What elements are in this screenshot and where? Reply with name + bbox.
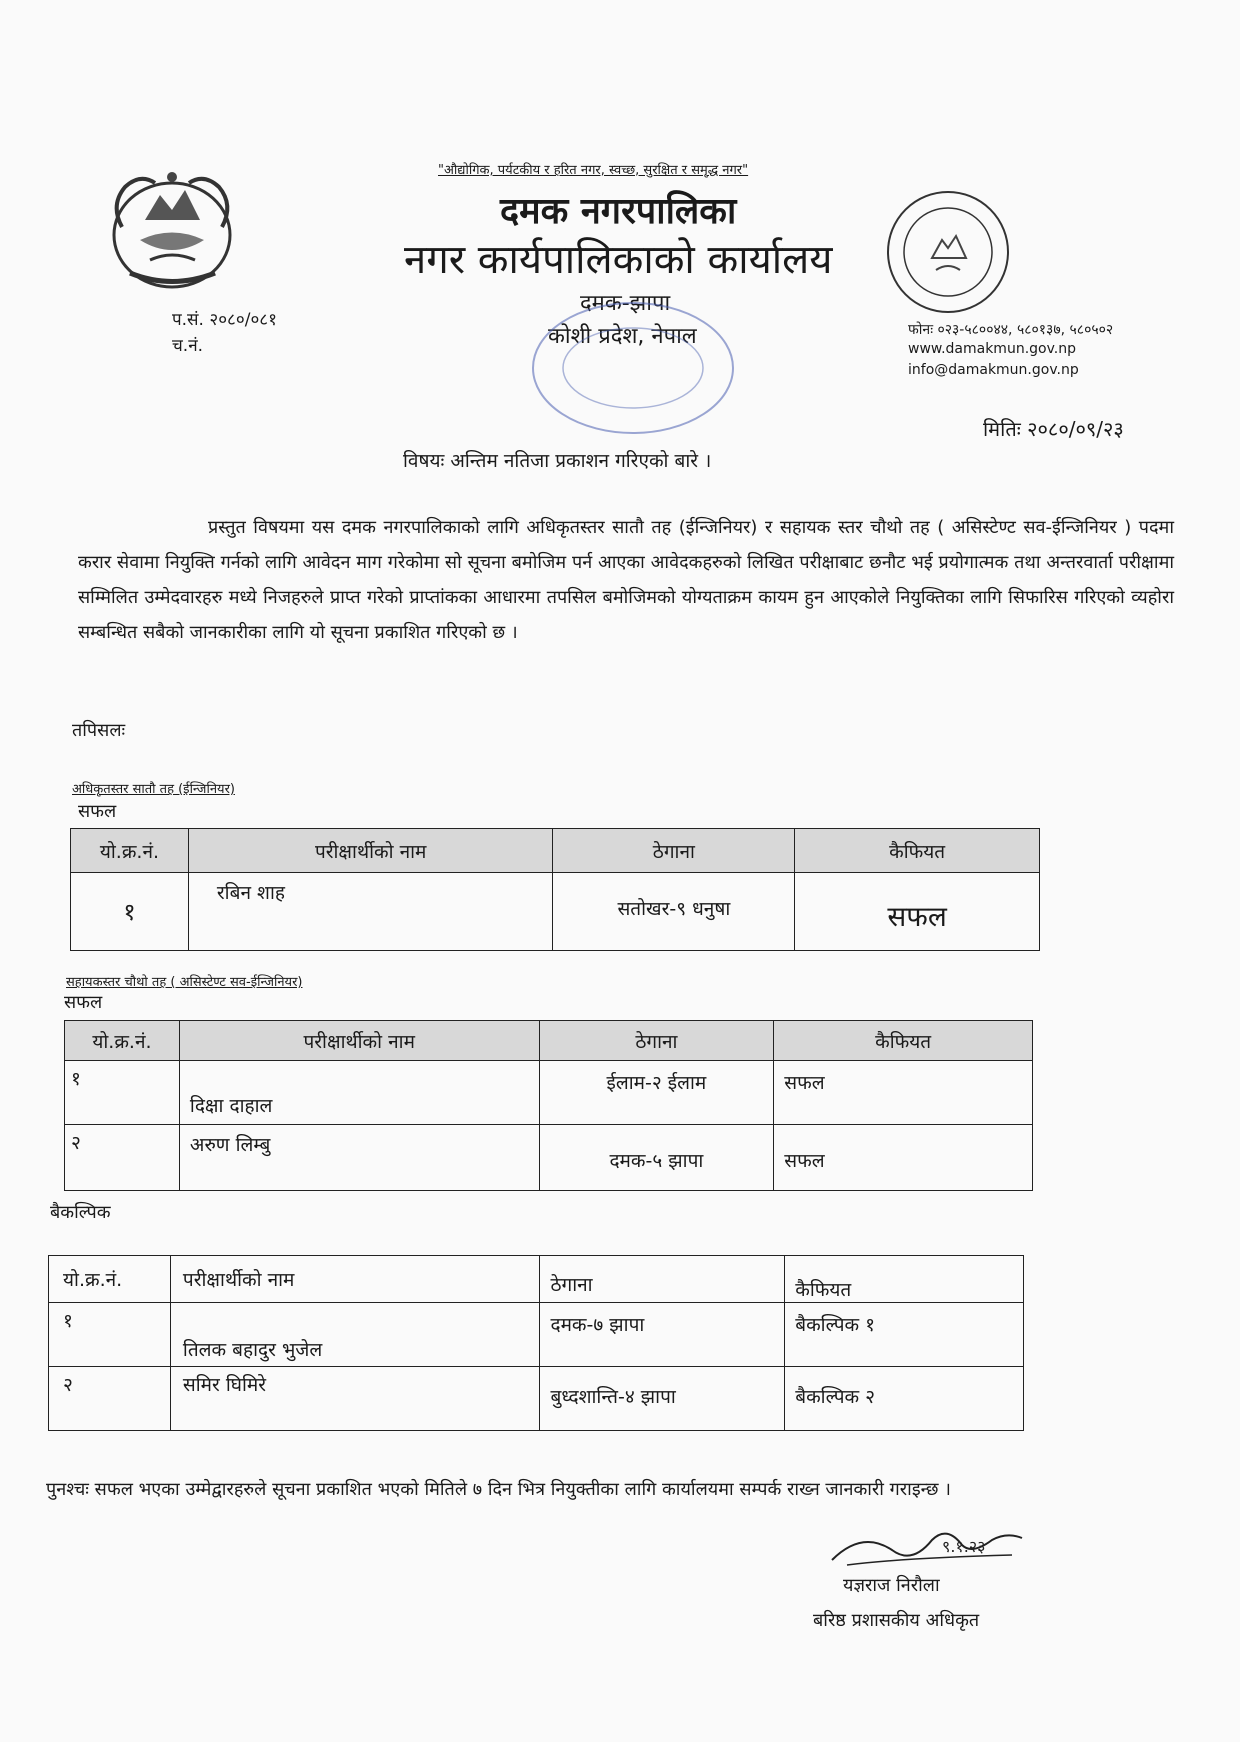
col-header-address: ठेगाना: [553, 829, 795, 873]
section1-heading: अधिकृतस्तर सातौ तह (ईन्जिनियर): [72, 782, 235, 797]
col-header-name: परीक्षार्थीको नाम: [170, 1256, 540, 1303]
office-motto: "औद्योगिक, पर्यटकीय र हरित नगर, स्वच्छ, सुरक्षित र समृद्ध नगर": [438, 163, 749, 178]
cell-address: दमक-७ झापा: [540, 1303, 785, 1367]
cell-sn: २: [65, 1125, 180, 1191]
postscript-note: पुनश्चः सफल भएका उम्मेद्वारहरुले सूचना प्रकाशित भएको मितिले ७ दिन भित्र नियुक्तीका लागि कार्यालयमा सम्पर्क राख्न जानकारी गराइन्छ ।: [46, 1479, 951, 1500]
office-stamp: [528, 298, 738, 438]
office-address-line1: दमक-झापा: [580, 291, 671, 316]
office-address-line2: कोशी प्रदेश, नेपाल: [548, 324, 697, 349]
col-header-sn: यो.क्र.नं.: [49, 1256, 171, 1303]
signer-designation: बरिष्ठ प्रशासकीय अधिकृत: [813, 1610, 980, 1631]
dispatch-number: च.नं.: [172, 336, 204, 356]
cell-name: अरुण लिम्बु: [179, 1125, 539, 1191]
cell-remark: सफल: [774, 1125, 1033, 1191]
contact-website: www.damakmun.gov.np: [908, 341, 1076, 357]
alternate-table: [48, 1255, 1024, 1431]
cell-address: सतोखर-९ धनुषा: [553, 873, 795, 951]
section2-heading: सहायकस्तर चौथो तह ( असिस्टेण्ट सव-ईन्जिनियर): [66, 975, 303, 990]
table-row: [65, 1125, 1033, 1191]
table-header-row: [65, 1021, 1033, 1061]
cell-address: ईलाम-२ ईलाम: [539, 1061, 774, 1125]
body-paragraph: प्रस्तुत विषयमा यस दमक नगरपालिकाको लागि अधिकृतस्तर सातौ तह (ईन्जिनियर) र सहायक स्तर चौथो तह ( असिस्टेण्ट सव-ईन्जिनियर ) पदमा करार सेवामा नियुक्ति गर्नको लागि आवेदन माग गरेकोमा सो सूचना बमोजिम पर्न आएका आवेदकहरुको लिखित परीक्षाबाट छनौट भई प्रयोगात्मक तथा अन्तरवार्ता परीक्षामा सम्मिलित उम्मेदवारहरु मध्ये निजहरुले प्राप्त गरेको प्राप्तांकका आधारमा तपसिल बमोजिमको योग्यताक्रम कायम हुन आएकोले नियुक्तिका लागि सिफारिस गरिएको व्यहोरा सम्बन्धित सबैको जानकारीका लागि यो सूचना प्रकाशित गरिएको छ ।: [78, 517, 1174, 643]
nepal-emblem-icon: [100, 165, 245, 295]
col-header-sn: यो.क्र.नं.: [71, 829, 189, 873]
section1-table: [70, 828, 1040, 951]
document-subject: विषयः अन्तिम नतिजा प्रकाशन गरिएको बारे ।: [403, 450, 712, 472]
table-row: [65, 1061, 1033, 1125]
alternate-label: बैकल्पिक: [50, 1202, 111, 1223]
cell-remark: सफल: [795, 873, 1040, 951]
tapsil-label: तपिसलः: [72, 720, 126, 741]
cell-sn: १: [71, 873, 189, 951]
table-row: [71, 873, 1040, 951]
cell-name: समिर घिमिरे: [170, 1367, 540, 1431]
section2-result-label: सफल: [64, 992, 103, 1013]
col-header-remark: कैफियत: [785, 1256, 1024, 1303]
cell-remark: बैकल्पिक २: [785, 1367, 1024, 1431]
cell-sn: १: [65, 1061, 180, 1125]
cell-address: बुध्दशान्ति-४ झापा: [540, 1367, 785, 1431]
reference-number: प.सं. २०८०/०८१: [172, 310, 277, 330]
col-header-name: परीक्षार्थीको नाम: [179, 1021, 539, 1061]
municipality-seal-icon: [884, 188, 1012, 316]
cell-address: दमक-५ झापा: [539, 1125, 774, 1191]
cell-sn: २: [49, 1367, 171, 1431]
cell-sn: १: [49, 1303, 171, 1367]
signature-mark: [822, 1510, 1032, 1580]
cell-remark: बैकल्पिक १: [785, 1303, 1024, 1367]
cell-name: तिलक बहादुर भुजेल: [170, 1303, 540, 1367]
col-header-address: ठेगाना: [539, 1021, 774, 1061]
section1-result-label: सफल: [78, 801, 117, 822]
table-row: [49, 1303, 1024, 1367]
cell-name: दिक्षा दाहाल: [179, 1061, 539, 1125]
signer-name: यज्ञराज निरौला: [843, 1575, 940, 1596]
section2-table: [64, 1020, 1033, 1191]
col-header-address: ठेगाना: [540, 1256, 785, 1303]
table-header-row: [49, 1256, 1024, 1303]
col-header-sn: यो.क्र.नं.: [65, 1021, 180, 1061]
office-subtitle: नगर कार्यपालिकाको कार्यालय: [404, 237, 833, 283]
cell-remark: सफल: [774, 1061, 1033, 1125]
office-name: दमक नगरपालिका: [500, 191, 737, 232]
col-header-remark: कैफियत: [774, 1021, 1033, 1061]
table-header-row: [71, 829, 1040, 873]
signature-date-mark: ९.१.२३: [942, 1537, 986, 1556]
contact-phone: फोनः ०२३-५८००४४, ५८०१३७, ५८०५०२: [908, 322, 1114, 338]
table-row: [49, 1367, 1024, 1431]
document-date: मितिः २०८०/०९/२३: [983, 417, 1124, 441]
col-header-remark: कैफियत: [795, 829, 1040, 873]
col-header-name: परीक्षार्थीको नाम: [188, 829, 553, 873]
cell-name: रबिन शाह: [188, 873, 553, 951]
contact-email: info@damakmun.gov.np: [908, 362, 1079, 378]
